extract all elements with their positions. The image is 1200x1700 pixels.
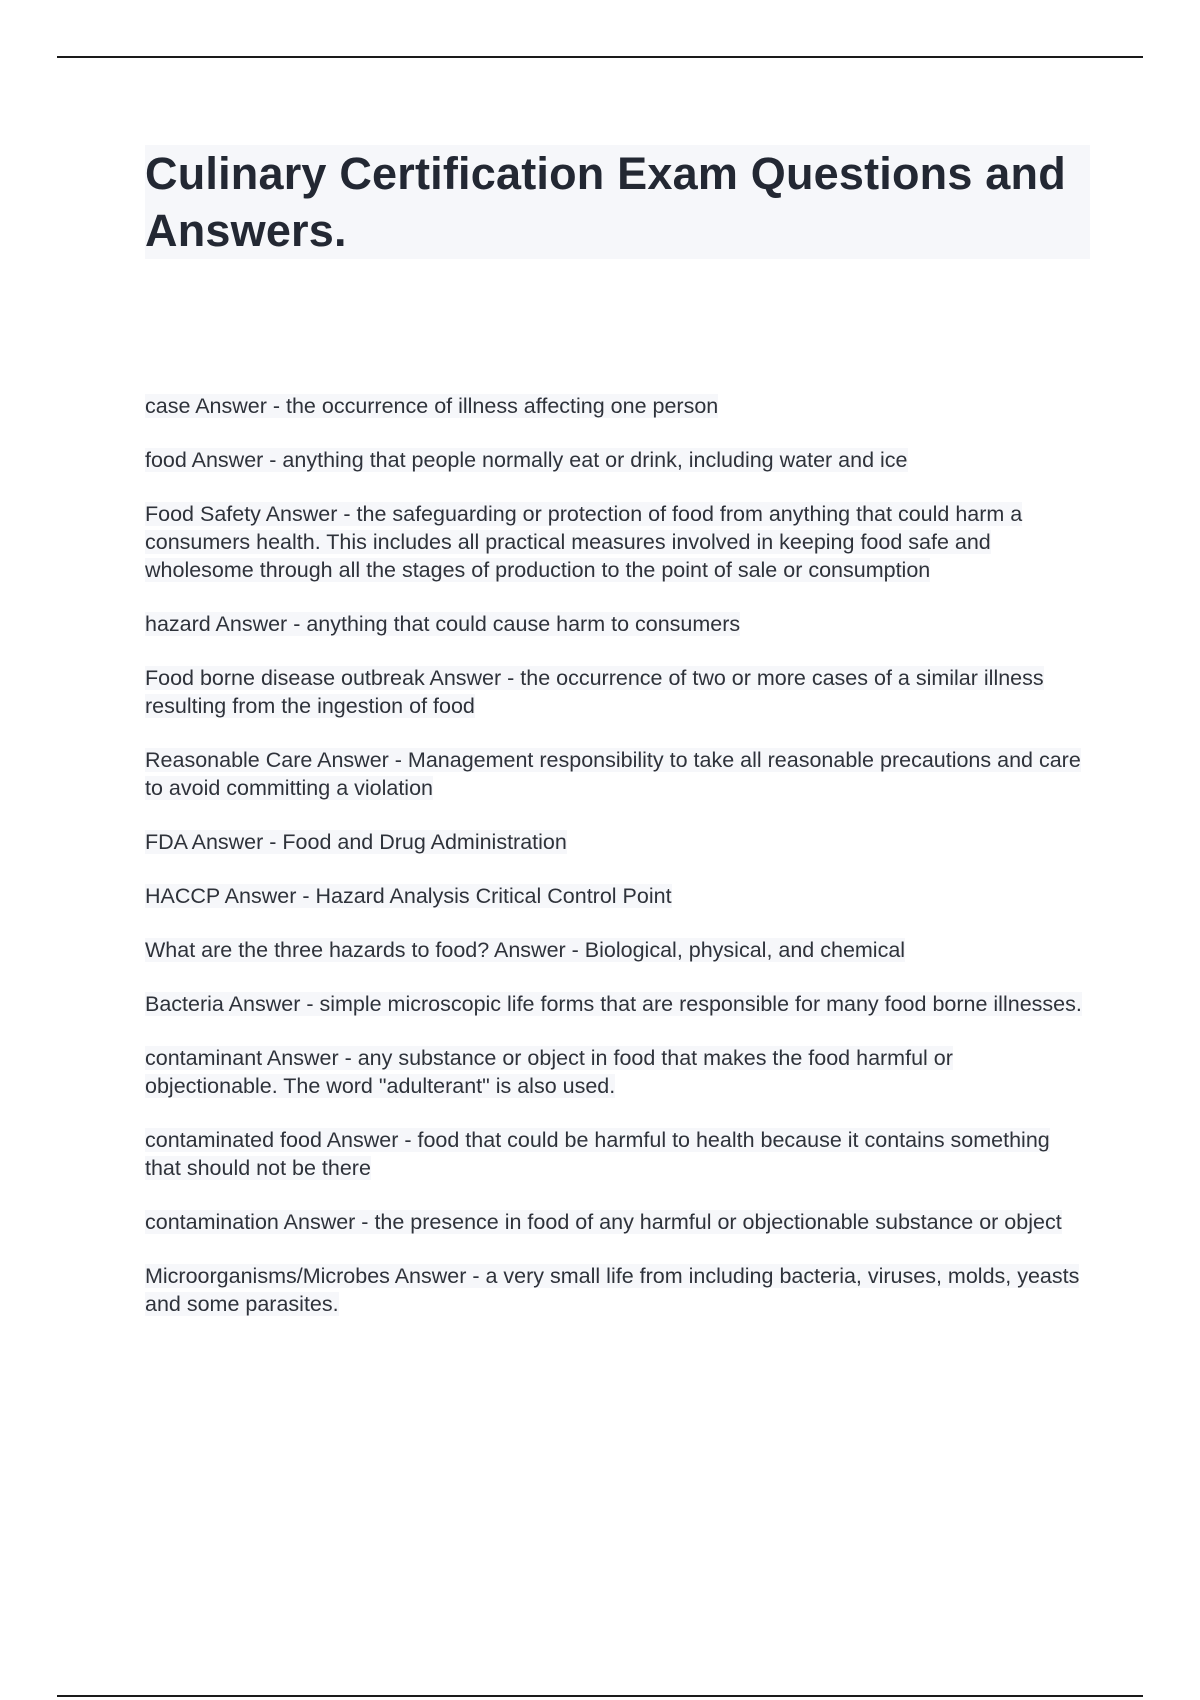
qa-entry: contaminant Answer - any substance or object in food that makes the food harmful or objectionable. The word "adulterant" is also used.	[145, 1046, 953, 1098]
qa-entry: Reasonable Care Answer - Management responsibility to take all reasonable precautions and care to avoid committing a violation	[145, 748, 1081, 800]
qa-entry: food Answer - anything that people normally eat or drink, including water and ice	[145, 448, 908, 472]
top-rule	[57, 56, 1143, 58]
qa-entry: contamination Answer - the presence in food of any harmful or objectionable substance or object	[145, 1210, 1062, 1234]
qa-entry: FDA Answer - Food and Drug Administration	[145, 830, 567, 854]
qa-entry: HACCP Answer - Hazard Analysis Critical Control Point	[145, 884, 672, 908]
title-block	[145, 145, 1090, 259]
qa-entry: case Answer - the occurrence of illness affecting one person	[145, 394, 719, 418]
qa-entry: contaminated food Answer - food that could be harmful to health because it contains something that should not be there	[145, 1128, 1050, 1180]
bottom-rule	[57, 1695, 1143, 1697]
qa-entry: Bacteria Answer - simple microscopic life forms that are responsible for many food borne illnesses.	[145, 992, 1082, 1016]
document-title: Culinary Certification Exam Questions and Answers.	[145, 148, 1066, 256]
qa-list	[145, 392, 1090, 1344]
qa-entry: What are the three hazards to food? Answer - Biological, physical, and chemical	[145, 938, 906, 962]
qa-entry: hazard Answer - anything that could cause harm to consumers	[145, 612, 741, 636]
qa-entry: Food borne disease outbreak Answer - the occurrence of two or more cases of a similar illness resulting from the ingestion of food	[145, 666, 1044, 718]
qa-entry: Microorganisms/Microbes Answer - a very small life from including bacteria, viruses, molds, yeasts and some parasites.	[145, 1264, 1080, 1316]
qa-entry: Food Safety Answer - the safeguarding or protection of food from anything that could harm a consumers health. This includes all practical measures involved in keeping food safe and wholesome through all the stages of production to the point of sale or consumption	[145, 502, 1023, 582]
